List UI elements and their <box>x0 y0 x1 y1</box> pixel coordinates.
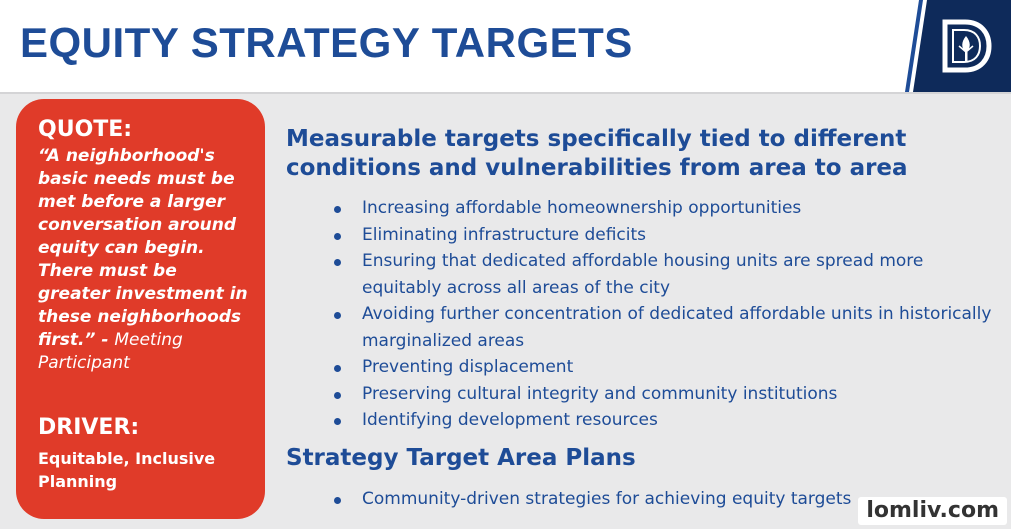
targets-list <box>286 195 996 434</box>
bullet-icon <box>334 206 341 213</box>
plans-heading: Strategy Target Area Plans <box>286 444 636 471</box>
list-item <box>334 301 996 354</box>
targets-heading: Measurable targets specifically tied to different conditions and vulnerabilities from area to area <box>286 126 908 181</box>
list-item <box>334 195 996 222</box>
quote-heading: QUOTE: <box>38 117 133 142</box>
bullet-icon <box>334 365 341 372</box>
list-item-text: Preventing displacement <box>362 357 574 377</box>
list-item-text: Identifying development resources <box>362 410 658 430</box>
list-item-text: Eliminating infrastructure deficits <box>362 224 647 245</box>
quote-driver-panel <box>16 99 265 519</box>
list-item-text: Preserving cultural integrity and community institutions <box>362 383 838 404</box>
list-item-text: Avoiding further concentration of dedicated affordable units in historically marginalized areas <box>362 304 992 351</box>
bullet-icon <box>334 233 341 240</box>
list-item <box>334 248 996 301</box>
logo-graphic <box>901 0 1011 92</box>
list-item-text: Ensuring that dedicated affordable housing units are spread more equitably across all areas of the city <box>362 251 924 298</box>
main-content <box>286 125 996 512</box>
bullet-icon <box>334 392 341 399</box>
slide-header <box>0 0 1011 94</box>
bullet-icon <box>334 497 341 504</box>
quote-text <box>38 145 251 375</box>
list-item <box>334 354 996 381</box>
list-item <box>334 381 996 408</box>
quote-attribution: Meeting Participant <box>38 330 183 373</box>
list-item-text: Increasing affordable homeownership opportunities <box>362 198 802 218</box>
bullet-icon <box>334 312 341 319</box>
list-item-text: Community-driven strategies for achieving equity targets <box>362 488 852 509</box>
watermark: lomliv.com <box>858 497 1007 525</box>
dallas-d-logo <box>901 0 1011 92</box>
driver-heading: DRIVER: <box>38 415 140 440</box>
driver-text: Equitable, Inclusive Planning <box>38 449 216 491</box>
quote-body: “A neighborhood's basic needs must be met before a larger conversation around equity can begin. There must be greater investment in these neighborhoods first.” - <box>38 146 248 350</box>
bullet-icon <box>334 259 341 266</box>
slide-title: EQUITY STRATEGY TARGETS <box>20 19 633 66</box>
list-item <box>334 407 996 434</box>
bullet-icon <box>334 418 341 425</box>
list-item <box>334 222 996 249</box>
